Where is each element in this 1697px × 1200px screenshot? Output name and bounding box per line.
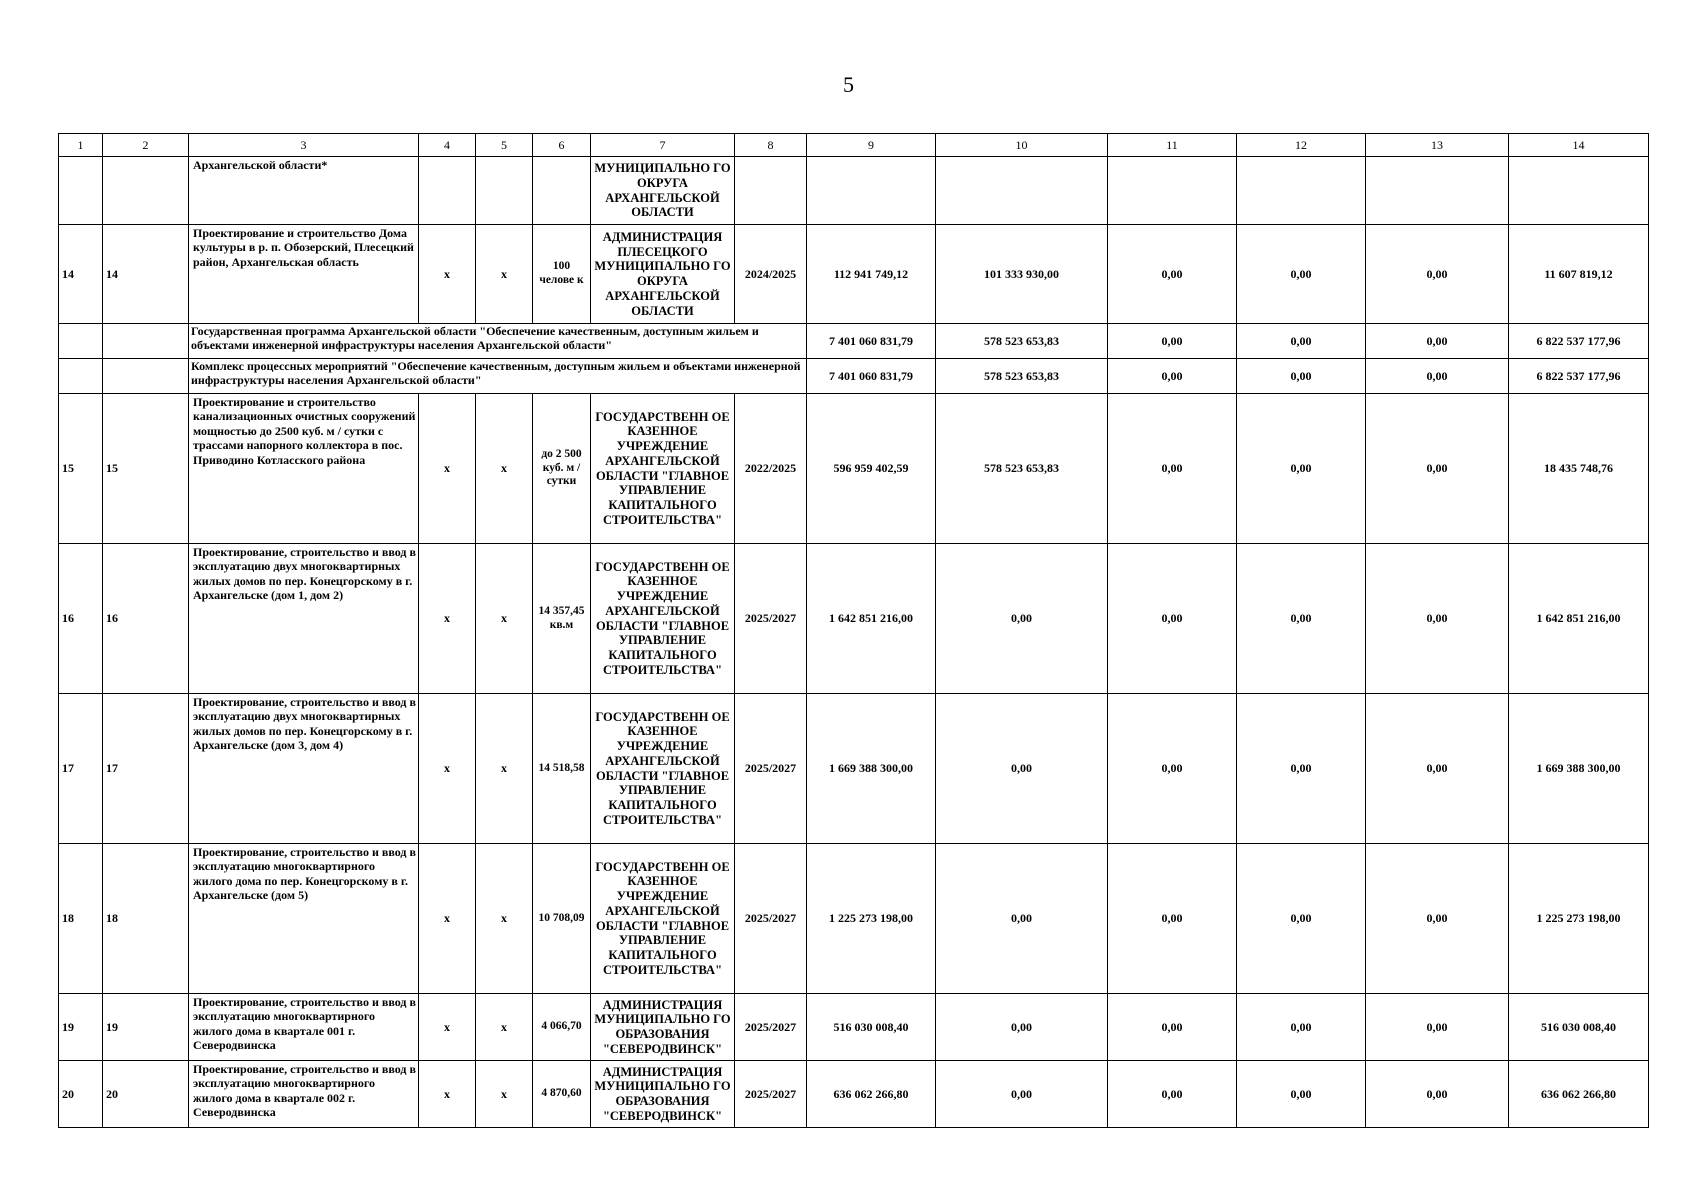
page-number: 5	[843, 72, 854, 97]
cell-col14: 6 822 537 177,96	[1509, 359, 1649, 394]
cell-object-name: Архангельской области*	[189, 157, 419, 225]
cell-col4: x	[419, 544, 476, 694]
cell-col12: 0,00	[1237, 994, 1366, 1061]
cell-total: 7 401 060 831,79	[807, 359, 936, 394]
header-cell: 5	[476, 134, 533, 157]
cell-col14: 1 669 388 300,00	[1509, 694, 1649, 844]
cell-col10	[936, 157, 1108, 225]
cell-executor: ГОСУДАРСТВЕНН ОЕ КАЗЕННОЕ УЧРЕЖДЕНИЕ АРХАНГЕЛЬСКОЙ ОБЛАСТИ "ГЛАВНОЕ УПРАВЛЕНИЕ КАПИТАЛЬНОГО СТРОИТЕЛЬСТВА"	[591, 844, 735, 994]
table-row	[59, 844, 1649, 994]
cell-total	[807, 157, 936, 225]
header-cell: 9	[807, 134, 936, 157]
cell-capacity	[533, 157, 591, 225]
cell-col5: x	[476, 544, 533, 694]
cell-executor: ГОСУДАРСТВЕНН ОЕ КАЗЕННОЕ УЧРЕЖДЕНИЕ АРХАНГЕЛЬСКОЙ ОБЛАСТИ "ГЛАВНОЕ УПРАВЛЕНИЕ КАПИТАЛЬНОГО СТРОИТЕЛЬСТВА"	[591, 694, 735, 844]
header-cell: 7	[591, 134, 735, 157]
cell-col12: 0,00	[1237, 394, 1366, 544]
cell-empty	[103, 359, 189, 394]
cell-col10: 0,00	[936, 544, 1108, 694]
cell-row-number: 18	[59, 844, 103, 994]
cell-col14: 1 225 273 198,00	[1509, 844, 1649, 994]
cell-col4: x	[419, 1061, 476, 1128]
cell-col14: 1 642 851 216,00	[1509, 544, 1649, 694]
header-cell: 4	[419, 134, 476, 157]
header-cell: 2	[103, 134, 189, 157]
cell-row-number: 16	[59, 544, 103, 694]
cell-col13	[1366, 157, 1509, 225]
cell-col5: x	[476, 994, 533, 1061]
cell-col10: 0,00	[936, 994, 1108, 1061]
cell-col13: 0,00	[1366, 394, 1509, 544]
table-row	[59, 225, 1649, 324]
cell-object-name: Проектирование, строительство и ввод в эксплуатацию двух многоквартирных жилых домов по пер. Конецгорскому в г. Архангельске (дом 3, дом 4)	[189, 694, 419, 844]
cell-col14: 516 030 008,40	[1509, 994, 1649, 1061]
cell-object-name: Проектирование, строительство и ввод в эксплуатацию многоквартирного жилого дома по пер. Конецгорскому в г. Архангельске (дом 5)	[189, 844, 419, 994]
cell-capacity: 100 челове к	[533, 225, 591, 324]
table-row	[59, 544, 1649, 694]
cell-period: 2022/2025	[735, 394, 807, 544]
table-row	[59, 694, 1649, 844]
cell-col11: 0,00	[1108, 994, 1237, 1061]
cell-total: 1 225 273 198,00	[807, 844, 936, 994]
cell-col13: 0,00	[1366, 544, 1509, 694]
cell-object-name: Проектирование, строительство и ввод в эксплуатацию многоквартирного жилого дома в квартале 002 г. Северодвинска	[189, 1061, 419, 1128]
cell-col5: x	[476, 694, 533, 844]
cell-period: 2025/2027	[735, 544, 807, 694]
cell-empty	[59, 324, 103, 359]
cell-col5: x	[476, 1061, 533, 1128]
cell-total: 596 959 402,59	[807, 394, 936, 544]
cell-col14: 636 062 266,80	[1509, 1061, 1649, 1128]
cell-col11: 0,00	[1108, 359, 1237, 394]
program-title: Государственная программа Архангельской области "Обеспечение качественным, доступным жильем и объектами инженерной инфраструктуры населения Архангельской области"	[189, 324, 807, 359]
cell-row-number: 20	[59, 1061, 103, 1128]
cell-object-name: Проектирование и строительство канализационных очистных сооружений мощностью до 2500 куб. м / сутки с трассами напорного коллектора в пос. Приводино Котласского района	[189, 394, 419, 544]
cell-total: 1 642 851 216,00	[807, 544, 936, 694]
cell-col4: x	[419, 394, 476, 544]
cell-empty	[59, 359, 103, 394]
cell-period	[735, 157, 807, 225]
cell-object-number: 20	[103, 1061, 189, 1128]
cell-object-number: 18	[103, 844, 189, 994]
cell-capacity: 4 066,70	[533, 994, 591, 1061]
cell-executor: АДМИНИСТРАЦИЯ МУНИЦИПАЛЬНО ГО ОБРАЗОВАНИЯ "СЕВЕРОДВИНСК"	[591, 994, 735, 1061]
table-row	[59, 394, 1649, 544]
cell-row-number: 17	[59, 694, 103, 844]
table-row	[59, 1061, 1649, 1128]
cell-col11: 0,00	[1108, 394, 1237, 544]
cell-col12: 0,00	[1237, 324, 1366, 359]
cell-col5	[476, 157, 533, 225]
header-cell: 14	[1509, 134, 1649, 157]
header-cell: 13	[1366, 134, 1509, 157]
cell-object-number: 16	[103, 544, 189, 694]
program-total-row	[59, 324, 1649, 359]
budget-table	[58, 133, 1649, 1128]
cell-empty	[103, 324, 189, 359]
cell-capacity: 10 708,09	[533, 844, 591, 994]
cell-period: 2025/2027	[735, 1061, 807, 1128]
cell-period: 2025/2027	[735, 994, 807, 1061]
cell-col13: 0,00	[1366, 359, 1509, 394]
header-row	[59, 134, 1649, 157]
cell-col13: 0,00	[1366, 324, 1509, 359]
cell-col13: 0,00	[1366, 694, 1509, 844]
cell-period: 2025/2027	[735, 694, 807, 844]
cell-row-number: 14	[59, 225, 103, 324]
cell-capacity: до 2 500 куб. м / сутки	[533, 394, 591, 544]
header-cell: 11	[1108, 134, 1237, 157]
header-cell: 3	[189, 134, 419, 157]
cell-col5: x	[476, 844, 533, 994]
cell-col11: 0,00	[1108, 844, 1237, 994]
cell-col4: x	[419, 844, 476, 994]
cell-col4: x	[419, 994, 476, 1061]
cell-total: 636 062 266,80	[807, 1061, 936, 1128]
cell-executor: АДМИНИСТРАЦИЯ МУНИЦИПАЛЬНО ГО ОБРАЗОВАНИЯ "СЕВЕРОДВИНСК"	[591, 1061, 735, 1128]
cell-col14: 6 822 537 177,96	[1509, 324, 1649, 359]
cell-object-number: 19	[103, 994, 189, 1061]
cell-capacity: 4 870,60	[533, 1061, 591, 1128]
cell-executor: МУНИЦИПАЛЬНО ГО ОКРУГА АРХАНГЕЛЬСКОЙ ОБЛАСТИ	[591, 157, 735, 225]
cell-total: 516 030 008,40	[807, 994, 936, 1061]
header-cell: 10	[936, 134, 1108, 157]
cell-period: 2024/2025	[735, 225, 807, 324]
header-cell: 8	[735, 134, 807, 157]
cell-col5: x	[476, 394, 533, 544]
header-cell: 12	[1237, 134, 1366, 157]
cell-object-number: 15	[103, 394, 189, 544]
table-body	[59, 134, 1649, 1128]
cell-col11: 0,00	[1108, 694, 1237, 844]
cell-col10: 0,00	[936, 694, 1108, 844]
cell-executor: ГОСУДАРСТВЕНН ОЕ КАЗЕННОЕ УЧРЕЖДЕНИЕ АРХАНГЕЛЬСКОЙ ОБЛАСТИ "ГЛАВНОЕ УПРАВЛЕНИЕ КАПИТАЛЬНОГО СТРОИТЕЛЬСТВА"	[591, 544, 735, 694]
cell-col14	[1509, 157, 1649, 225]
cell-col4: x	[419, 225, 476, 324]
cell-total: 112 941 749,12	[807, 225, 936, 324]
cell-col10: 578 523 653,83	[936, 324, 1108, 359]
cell-col12: 0,00	[1237, 1061, 1366, 1128]
cell-executor: ГОСУДАРСТВЕНН ОЕ КАЗЕННОЕ УЧРЕЖДЕНИЕ АРХАНГЕЛЬСКОЙ ОБЛАСТИ "ГЛАВНОЕ УПРАВЛЕНИЕ КАПИТАЛЬНОГО СТРОИТЕЛЬСТВА"	[591, 394, 735, 544]
cell-col12: 0,00	[1237, 225, 1366, 324]
cell-col13: 0,00	[1366, 994, 1509, 1061]
cell-row-number	[59, 157, 103, 225]
cell-col14: 11 607 819,12	[1509, 225, 1649, 324]
cell-col14: 18 435 748,76	[1509, 394, 1649, 544]
cell-row-number: 19	[59, 994, 103, 1061]
cell-col10: 578 523 653,83	[936, 394, 1108, 544]
cell-col10: 578 523 653,83	[936, 359, 1108, 394]
cell-col10: 101 333 930,00	[936, 225, 1108, 324]
cell-col11: 0,00	[1108, 225, 1237, 324]
cell-object-number: 17	[103, 694, 189, 844]
cell-col13: 0,00	[1366, 844, 1509, 994]
header-cell: 6	[533, 134, 591, 157]
table-row	[59, 157, 1649, 225]
cell-col5: x	[476, 225, 533, 324]
cell-object-number: 14	[103, 225, 189, 324]
cell-col12: 0,00	[1237, 694, 1366, 844]
cell-col11: 0,00	[1108, 544, 1237, 694]
cell-col12: 0,00	[1237, 359, 1366, 394]
cell-object-name: Проектирование, строительство и ввод в эксплуатацию многоквартирного жилого дома в квартале 001 г. Северодвинска	[189, 994, 419, 1061]
cell-col13: 0,00	[1366, 225, 1509, 324]
cell-capacity: 14 518,58	[533, 694, 591, 844]
cell-col13: 0,00	[1366, 1061, 1509, 1128]
cell-capacity: 14 357,45 кв.м	[533, 544, 591, 694]
cell-col10: 0,00	[936, 844, 1108, 994]
cell-col11	[1108, 157, 1237, 225]
cell-executor: АДМИНИСТРАЦИЯ ПЛЕСЕЦКОГО МУНИЦИПАЛЬНО ГО ОКРУГА АРХАНГЕЛЬСКОЙ ОБЛАСТИ	[591, 225, 735, 324]
cell-col10: 0,00	[936, 1061, 1108, 1128]
cell-total: 1 669 388 300,00	[807, 694, 936, 844]
cell-col12: 0,00	[1237, 544, 1366, 694]
header-cell: 1	[59, 134, 103, 157]
program-title: Комплекс процессных мероприятий "Обеспечение качественным, доступным жильем и объектами инженерной инфраструктуры населения Архангельской области"	[189, 359, 807, 394]
table-row	[59, 994, 1649, 1061]
cell-object-name: Проектирование и строительство Дома культуры в р. п. Обозерский, Плесецкий район, Архангельская область	[189, 225, 419, 324]
cell-col12	[1237, 157, 1366, 225]
cell-object-number	[103, 157, 189, 225]
program-total-row	[59, 359, 1649, 394]
cell-col4	[419, 157, 476, 225]
cell-col11: 0,00	[1108, 324, 1237, 359]
cell-object-name: Проектирование, строительство и ввод в эксплуатацию двух многоквартирных жилых домов по пер. Конецгорскому в г. Архангельске (дом 1, дом 2)	[189, 544, 419, 694]
cell-col4: x	[419, 694, 476, 844]
cell-total: 7 401 060 831,79	[807, 324, 936, 359]
cell-col12: 0,00	[1237, 844, 1366, 994]
cell-period: 2025/2027	[735, 844, 807, 994]
cell-row-number: 15	[59, 394, 103, 544]
cell-col11: 0,00	[1108, 1061, 1237, 1128]
